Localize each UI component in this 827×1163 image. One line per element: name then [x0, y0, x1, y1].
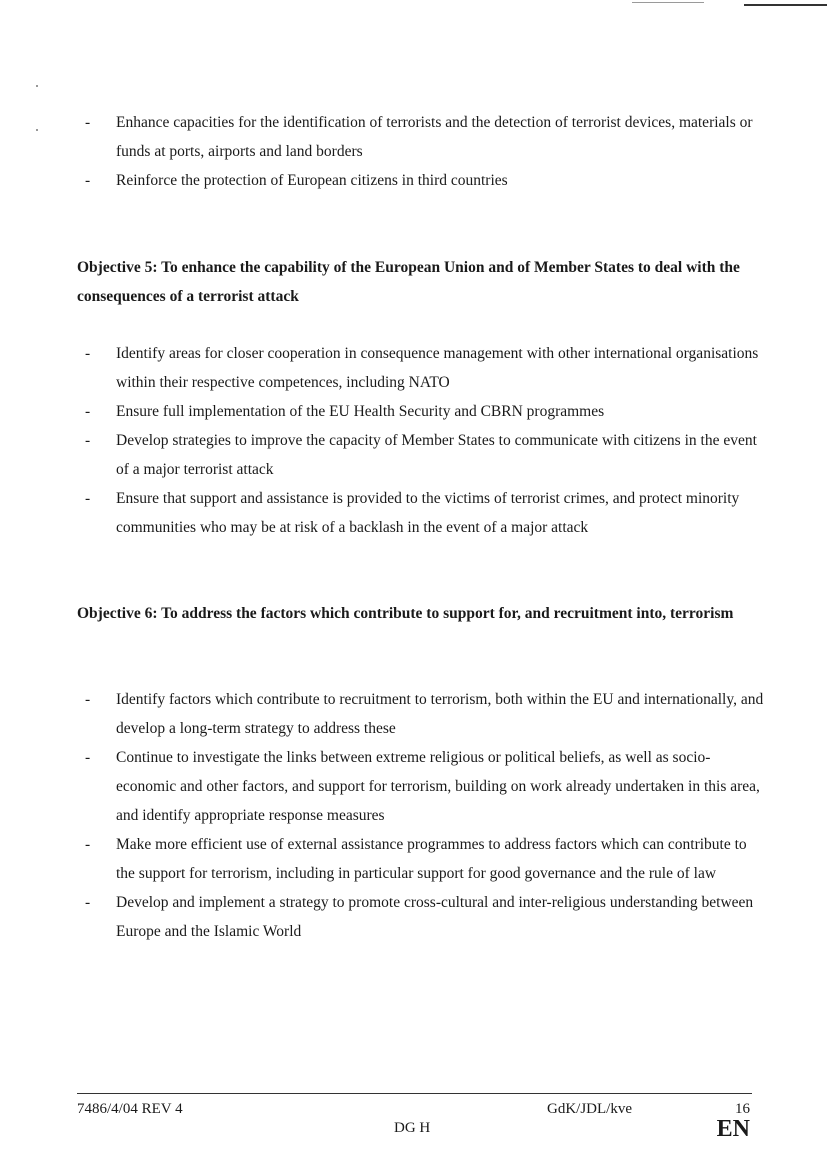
- bullet-marker: -: [85, 172, 91, 189]
- footer-rule: [77, 1093, 752, 1094]
- footer-initials: GdK/JDL/kve: [547, 1101, 632, 1117]
- bullet-marker: -: [85, 691, 91, 708]
- list-item: [85, 685, 765, 743]
- list-item-text: Identify areas for closer cooperation in consequence management with other international organisations within their respective competences, including NATO: [116, 345, 759, 391]
- objective-5-heading: Objective 5: To enhance the capability of the European Union and of Member States to deal with the consequences of a terrorist attack: [77, 259, 740, 305]
- list-item-text: Ensure full implementation of the EU Health Security and CBRN programmes: [116, 403, 605, 420]
- list-item: [85, 888, 765, 946]
- bullet-list-top: [85, 108, 765, 195]
- footer-page-number: 16: [735, 1101, 750, 1117]
- bullet-marker: -: [85, 345, 91, 362]
- footer-directorate: DG H: [394, 1120, 431, 1136]
- scan-artifact-line: [632, 2, 704, 3]
- bullet-marker: -: [85, 836, 91, 853]
- footer-language-code: EN: [716, 1116, 750, 1142]
- list-item: [85, 743, 765, 830]
- list-item-text: Reinforce the protection of European citizens in third countries: [116, 172, 508, 189]
- bullet-list-objective-6: [85, 685, 765, 946]
- list-item-text: Enhance capacities for the identification of terrorists and the detection of terrorist devices, materials or funds at ports, airports and land borders: [116, 114, 753, 160]
- list-item: [85, 484, 765, 542]
- objective-6-heading: Objective 6: To address the factors which contribute to support for, and recruitment into, terrorism: [77, 605, 734, 622]
- bullet-marker: -: [85, 490, 91, 507]
- list-item: [85, 397, 765, 426]
- list-item-text: Develop and implement a strategy to promote cross-cultural and inter-religious understanding between Europe and the Islamic World: [116, 894, 754, 940]
- bullet-marker: -: [85, 403, 91, 420]
- bullet-marker: -: [85, 894, 91, 911]
- list-item-text: Ensure that support and assistance is provided to the victims of terrorist crimes, and protect minority communities who may be at risk of a backlash in the event of a major attack: [116, 490, 740, 536]
- list-item: [85, 339, 765, 397]
- list-item-text: Identify factors which contribute to recruitment to terrorism, both within the EU and internationally, and develop a long-term strategy to address these: [116, 691, 764, 737]
- list-item: [85, 166, 765, 195]
- bullet-list-objective-5: [85, 339, 765, 542]
- list-item-text: Make more efficient use of external assistance programmes to address factors which can contribute to the support for terrorism, including in particular support for good governance and the rule of law: [116, 836, 747, 882]
- scan-artifact-line: [744, 4, 827, 6]
- list-item: [85, 108, 765, 166]
- scan-speck: [36, 85, 38, 87]
- list-item-text: Develop strategies to improve the capacity of Member States to communicate with citizens in the event of a major terrorist attack: [116, 432, 757, 478]
- bullet-marker: -: [85, 432, 91, 449]
- list-item-text: Continue to investigate the links between extreme religious or political beliefs, as well as socio-economic and other factors, and support for terrorism, building on work already undertaken in this area, and identify appropriate response measures: [116, 749, 760, 824]
- footer-doc-ref: 7486/4/04 REV 4: [77, 1101, 183, 1117]
- bullet-marker: -: [85, 749, 91, 766]
- list-item: [85, 426, 765, 484]
- scan-speck: [36, 129, 38, 131]
- list-item: [85, 830, 765, 888]
- bullet-marker: -: [85, 114, 91, 131]
